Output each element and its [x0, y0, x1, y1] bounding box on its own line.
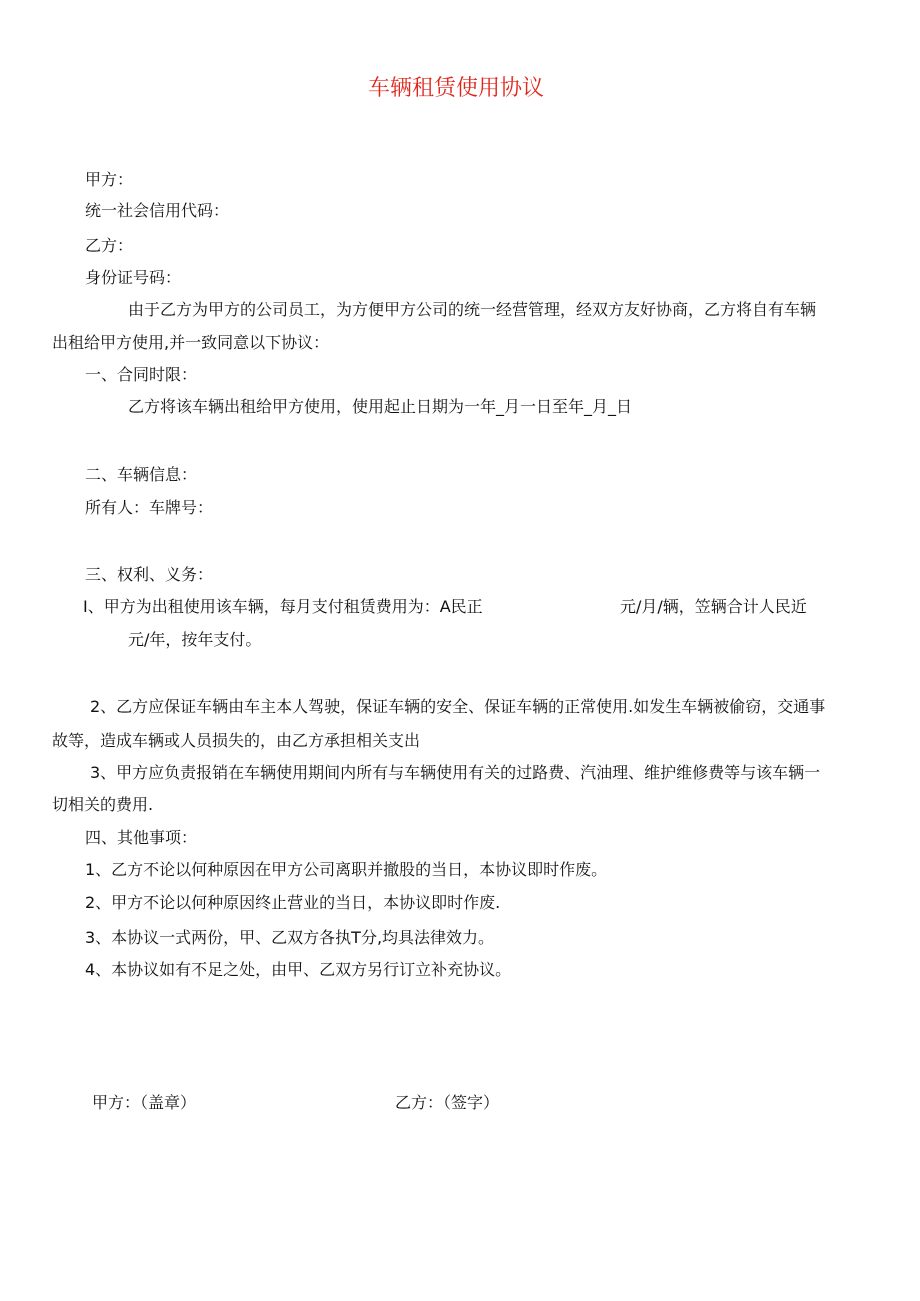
section-4-heading: 四、其他事项： [85, 828, 198, 847]
section-4-item-1: 1、乙方不论以何种原因在甲方公司离职并撤股的当日，本协议即时作废。 [85, 860, 608, 879]
section-4-item-2: 2、甲方不论以何种原因终止营业的当日，本协议即时作废. [85, 893, 501, 912]
section-3-item-2-line-2: 故等，造成车辆或人员损失的，由乙方承担相关支出 [52, 731, 421, 750]
party-b-label: 乙方： [85, 236, 134, 255]
section-1-heading: 一、合同时限： [85, 365, 198, 384]
intro-line-2: 出租给甲方使用,并一致同意以下协议： [52, 333, 330, 352]
section-2-text: 所有人：车牌号： [85, 498, 214, 517]
credit-code-label: 统一社会信用代码： [85, 201, 230, 220]
section-3-item-1-part-1: I、甲方为出租使用该车辆，每月支付租赁费用为：A民正 [83, 597, 483, 616]
section-4-item-3: 3、本协议一式两份，甲、乙双方各执T分,均具法律效力。 [85, 928, 495, 947]
section-3-item-1-part-3: 元/年，按年支付。 [128, 630, 262, 649]
section-2-heading: 二、车辆信息： [85, 465, 198, 484]
signature-party-b: 乙方：（签字） [395, 1093, 500, 1112]
page-title: 车辆租赁使用协议 [368, 76, 545, 101]
intro-line-1: 由于乙方为甲方的公司员工，为方便甲方公司的统一经营管理，经双方友好协商，乙方将自有车辆 [128, 300, 817, 319]
section-3-item-1-part-2: 元/月/辆，笠辆合计人民近 [620, 597, 807, 616]
section-3-item-3-line-1: 3、甲方应负责报销在车辆使用期间内所有与车辆使用有关的过路费、汽油理、维护维修费等与该车辆一 [90, 763, 821, 782]
section-4-item-4: 4、本协议如有不足之处，由甲、乙双方另行订立补充协议。 [85, 960, 512, 979]
id-number-label: 身份证号码： [85, 268, 182, 287]
party-a-label: 甲方： [85, 170, 134, 189]
section-3-heading: 三、权利、义务： [85, 565, 214, 584]
section-1-text: 乙方将该车辆出租给甲方使用，使用起止日期为一年_月一日至年_月_日 [128, 397, 633, 416]
signature-party-a: 甲方：（盖章） [92, 1093, 197, 1112]
section-3-item-3-line-2: 切相关的费用. [52, 795, 154, 814]
section-3-item-2-line-1: 2、乙方应保证车辆由车主本人驾驶，保证车辆的安全、保证车辆的正常使用.如发生车辆被偷窃，交通事 [90, 697, 826, 716]
